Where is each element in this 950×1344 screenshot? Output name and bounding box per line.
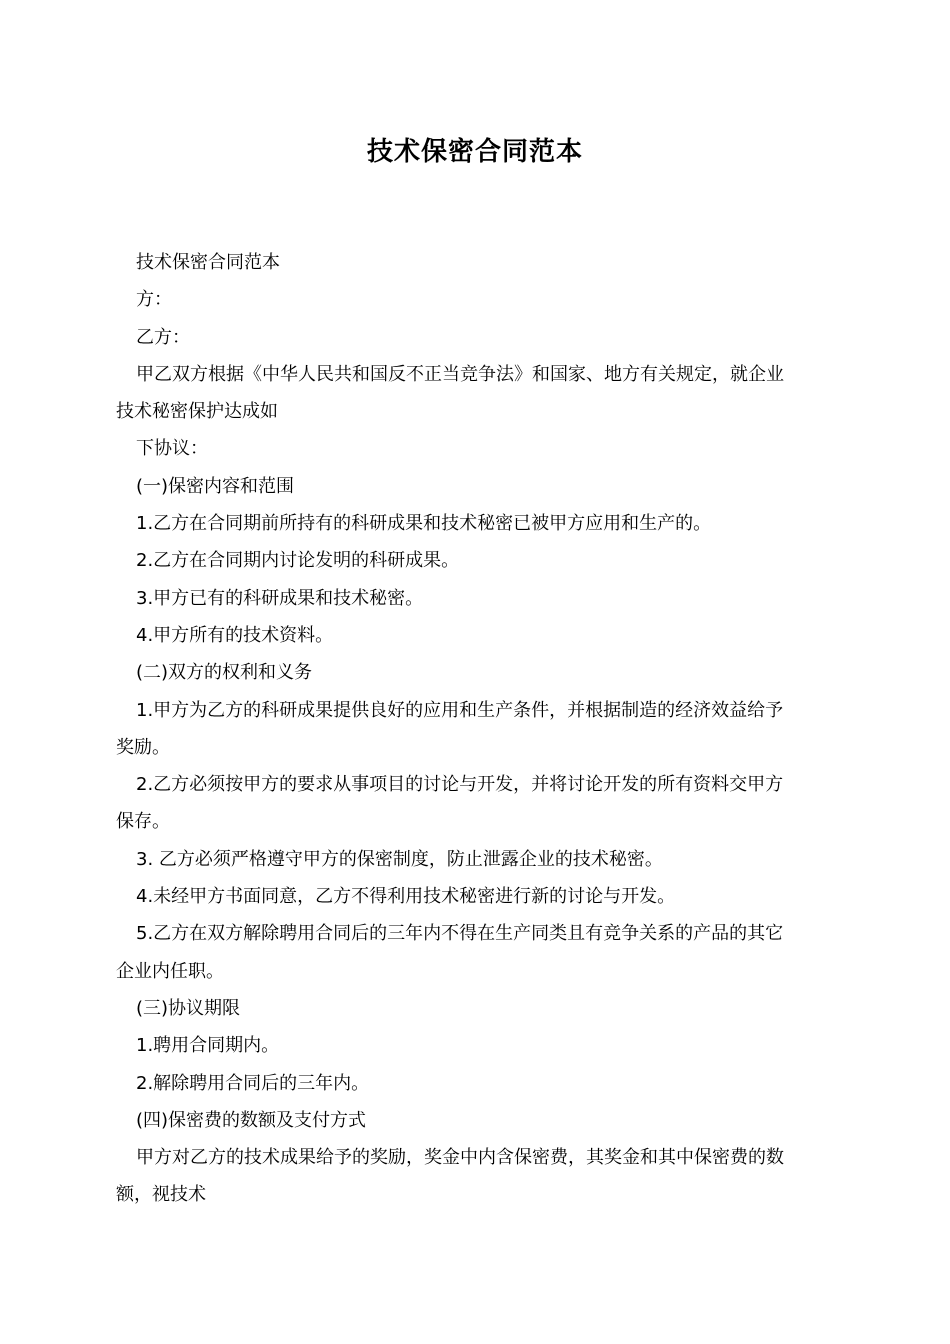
text-line: 甲方对乙方的技术成果给予的奖励，奖金中内含保密费，其奖金和其中保密费的数 <box>136 1147 784 1169</box>
text-line: (四)保密费的数额及支付方式 <box>136 1109 367 1131</box>
text-line: 额，视技术 <box>116 1184 206 1206</box>
text-line: 4.甲方所有的技术资料。 <box>136 624 334 646</box>
text-line: 3. 乙方必须严格遵守甲方的保密制度，防止泄露企业的技术秘密。 <box>136 848 663 870</box>
text-line: 下协议： <box>136 438 208 460</box>
text-line: 2.乙方在合同期内讨论发明的科研成果。 <box>136 550 460 572</box>
text-line: 奖励。 <box>116 736 170 758</box>
text-line: (二)双方的权利和义务 <box>136 662 313 684</box>
document-body <box>116 244 840 1214</box>
text-line: 乙方： <box>136 326 190 348</box>
text-line: 2.解除聘用合同后的三年内。 <box>136 1072 370 1094</box>
text-line: 技术秘密保护达成如 <box>116 401 278 423</box>
text-line: 技术保密合同范本 <box>136 252 280 273</box>
text-line: 4.未经甲方书面同意，乙方不得利用技术秘密进行新的讨论与开发。 <box>136 886 676 908</box>
document-title: 技术保密合同范本 <box>366 137 583 167</box>
text-line: 5.乙方在双方解除聘用合同后的三年内不得在生产同类且有竞争关系的产品的其它 <box>136 923 784 945</box>
text-line: 1.甲方为乙方的科研成果提供良好的应用和生产条件，并根据制造的经济效益给予 <box>136 699 784 721</box>
text-line: 甲乙双方根据《中华人民共和国反不正当竞争法》和国家、地方有关规定，就企业 <box>136 363 784 385</box>
text-line: 企业内任职。 <box>116 960 224 982</box>
text-line: 1.聘用合同期内。 <box>136 1035 280 1057</box>
text-line: 保存。 <box>116 811 170 833</box>
text-line: (一)保密内容和范围 <box>136 475 295 497</box>
text-line: 方： <box>136 289 172 311</box>
text-line: 3.甲方已有的科研成果和技术秘密。 <box>136 587 424 609</box>
text-line: (三)协议期限 <box>136 997 241 1019</box>
text-line: 1.乙方在合同期前所持有的科研成果和技术秘密已被甲方应用和生产的。 <box>136 513 712 535</box>
text-line: 2.乙方必须按甲方的要求从事项目的讨论与开发，并将讨论开发的所有资料交甲方 <box>136 774 784 796</box>
